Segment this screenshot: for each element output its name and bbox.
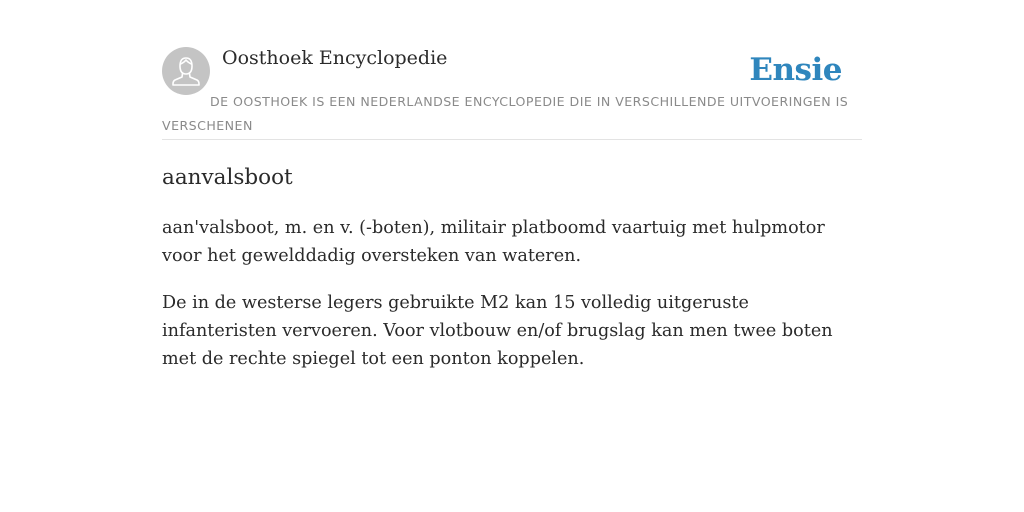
avatar[interactable]	[162, 47, 210, 95]
entry-paragraph: aan'valsboot, m. en v. (-boten), militair platboomd vaartuig met hulpmotor voor het gewelddadig oversteken van wateren.	[162, 218, 825, 266]
source-description: DE OOSTHOEK IS EEN NEDERLANDSE ENCYCLOPEDIE DIE IN VERSCHILLENDE UITVOERINGEN IS VERSCHENEN	[162, 94, 849, 133]
page-container	[162, 44, 862, 373]
entry-paragraph: De in de westerse legers gebruikte M2 kan 15 volledig uitgeruste infanteristen vervoeren. Voor vlotbouw en/of brugslag kan men twee boten met de rechte spiegel tot een ponton koppelen.	[162, 293, 833, 369]
source-header	[162, 44, 862, 140]
ensie-logo-link[interactable]: Ensie	[749, 52, 842, 88]
user-icon	[162, 47, 210, 95]
source-title[interactable]: Oosthoek Encyclopedie	[222, 47, 448, 69]
entry-body	[162, 214, 862, 373]
entry-title: aanvalsboot	[162, 165, 293, 190]
